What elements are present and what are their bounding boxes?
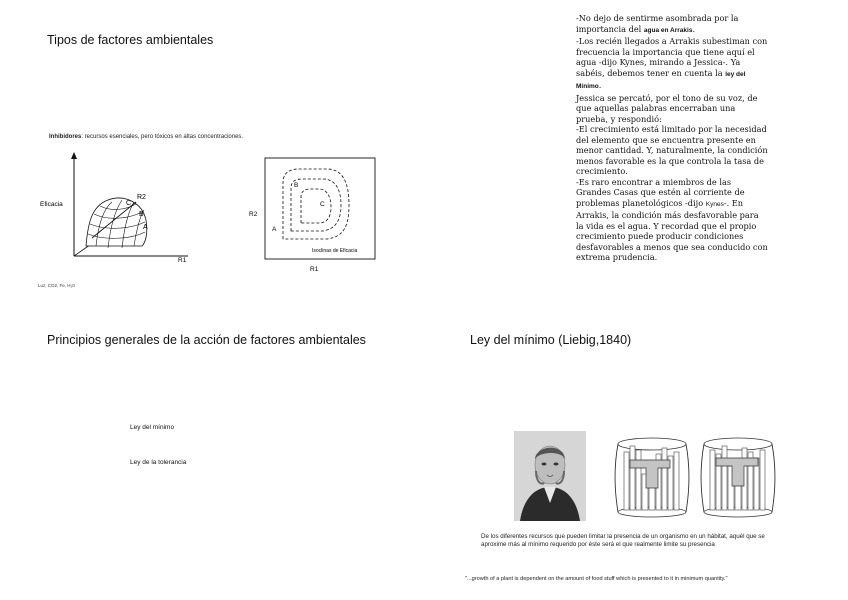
quote-line-5: -Es raro encontrar a miembros de las Grandes Casas que estén al corriente de problemas planetológicos -dijo Kynes-. En Arrakis, la condición más desfavorable para la vida es el agua. Y recordad que el propio crecimiento puede producir condiciones desfavorables a menos que sea conducido con extrema prudencia. <box>576 176 768 262</box>
item-ley-minimo: Ley del mínimo <box>130 424 175 431</box>
quote-line-3: Jessica se percató, por el tono de su voz, de que aquellas palabras encerraban una prueba, y respondió: <box>576 92 758 124</box>
slide4-citation: "...growth of a plant is dependent on the amount of food stuff which is presented to it in minimum quantity." <box>465 576 728 582</box>
graph2-label-b: B <box>294 182 299 189</box>
graph2-label-a: A <box>272 226 277 233</box>
graph1-ylabel: Eficacia <box>40 201 63 208</box>
quote-line-2: -Los recién llegados a Arrakis subestiman con frecuencia la importancia que tiene aquí el agua -dijo Kynes, mirando a Jessica-. Ya sabéis, debemos tener en cuenta la ley del Mínimo. <box>576 36 768 90</box>
graph1-xlabel: R1 <box>178 257 187 264</box>
liebig-portrait <box>514 431 586 521</box>
inhibitors-text: : recursos esenciales, pero tóxicos en altas concentraciones. <box>81 134 244 140</box>
slide1-title: Tipos de factores ambientales <box>47 33 214 47</box>
quote-line-4: -El crecimiento está limitado por la necesidad del elemento que se encuentra presente en menor cantidad. Y, naturalmente, la condición menos favorable es la que controla la tasa de crecimiento. <box>576 124 768 176</box>
isocline-graph <box>245 155 385 275</box>
slide4-caption: De los diferentes recursos que pueden limitar la presencia de un organismo en un hábitat, aquél que se aproxime más al mínimo requerido por éste será el que realmente limite su presencia <box>481 533 765 548</box>
graph1-label-a: A <box>143 224 148 231</box>
slide1-footnote: Luz, CO2, Fe, H₂0 <box>38 283 75 288</box>
graph1-label-b: B <box>139 211 144 218</box>
efficacy-surface-graph <box>38 150 198 270</box>
dune-quote <box>576 13 768 263</box>
graph2-ylabel: R2 <box>249 211 258 218</box>
liebig-barrel-1 <box>614 436 690 518</box>
inhibitors-note <box>49 134 243 140</box>
graph2-label-c: C <box>320 201 325 208</box>
graph2-xlabel: R1 <box>310 266 319 273</box>
quote-line-1: -No dejo de sentirme asombrada por la importancia del agua en Arrakis. <box>576 13 739 34</box>
graph1-label-c: C <box>126 200 132 207</box>
liebig-barrel-2 <box>700 436 776 518</box>
graph1-label-r2: R2 <box>137 194 146 201</box>
graph2-inner-label: Isoclinas de Eficacia <box>312 248 358 254</box>
slide3-title: Principios generales de la acción de factores ambientales <box>47 333 366 347</box>
item-ley-tolerancia: Ley de la tolerancia <box>130 459 187 466</box>
inhibitors-label: Inhibidores <box>49 134 82 140</box>
slide4-title: Ley del mínimo (Liebig,1840) <box>470 333 632 347</box>
